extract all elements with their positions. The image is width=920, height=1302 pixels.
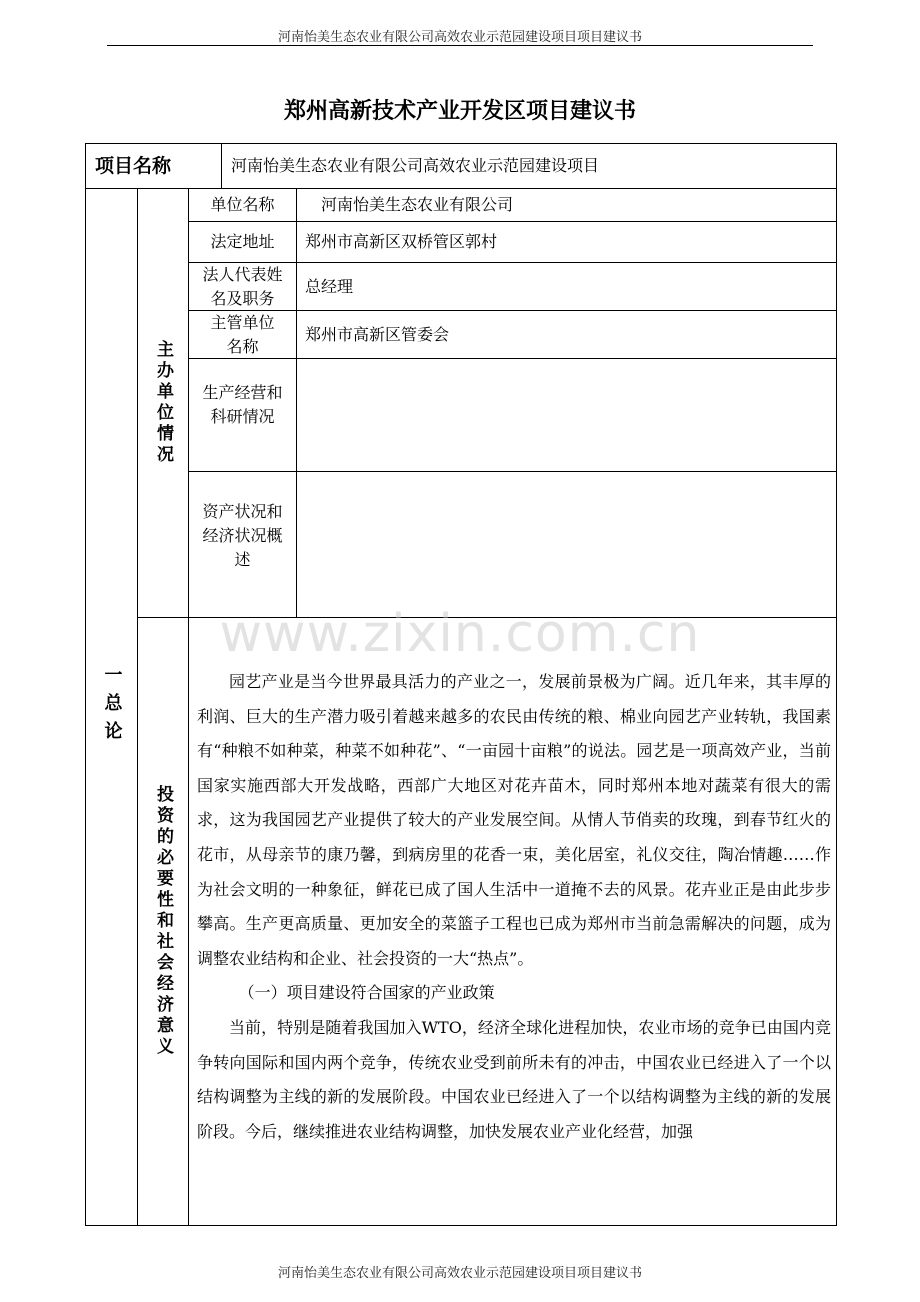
watermark: www.zixin.com.cn <box>219 604 701 664</box>
sponsor-label: 主办单位情况 <box>153 340 173 466</box>
unit-name-label: 单位名称 <box>210 195 275 214</box>
legal-rep-value: 总经理 <box>305 276 354 296</box>
page-header: 河南怡美生态农业有限公司高效农业示范园建设项目项目建议书 <box>277 30 642 45</box>
header-rule <box>107 45 813 46</box>
invest-label: 投资的必要性和社会经济意义 <box>153 785 173 1058</box>
section-label-wrap <box>86 189 137 1225</box>
page-footer: 河南怡美生态农业有限公司高效农业示范园建设项目项目建议书 <box>277 1266 642 1281</box>
body-paragraph: 当前，特别是随着我国加入WTO，经济全球化进程加快，农业市场的竞争已由国内竞争转向国际和国内两个竞争，传统农业受到前所未有的冲击，中国农业已经进入了一个以结构调整为主线的新的发展阶段。中国农业已经进入了一个以结构调整为主线的新的发展阶段。今后，继续推进农业结构调整，加快发展农业产业化经营，加强 <box>197 1017 831 1141</box>
section-label: 一总论 <box>101 665 123 749</box>
body-paragraph: 园艺产业是当今世界最具活力的产业之一，发展前景极为广阔。近几年来，其丰厚的利润、巨大的生产潜力吸引着越来越多的农民由传统的粮、棉业向园艺产业转轨，我国素有“种粮不如种菜，种菜不如种花”、“一亩园十亩粮”的说法。园艺是一项高效产业，当前国家实施西部大开发战略，西部广大地区对花卉苗木，同时郑州本地对蔬菜有很大的需求，这为我国园艺产业提供了较大的产业发展空间。从情人节俏卖的玫瑰，到春节红火的花市，从母亲节的康乃馨，到病房里的花香一束，美化居室，礼仪交往，陶冶情趣……作为社会文明的一种象征，鲜花已成了国人生活中一道掩不去的风景。花卉业正是由此步步攀高。生产更高质量、更加安全的菜篮子工程也已成为郑州市当前急需解决的问题，成为调整农业结构和企业、社会投资的一大“热点”。 <box>197 672 831 968</box>
sponsor-label-wrap <box>138 189 188 617</box>
supervisor-label: 主管单位名称 <box>210 312 275 356</box>
investment-body <box>197 665 831 1149</box>
supervisor-value: 郑州市高新区管委会 <box>305 324 450 344</box>
body-subheading: （一）项目建设符合国家的产业政策 <box>238 983 495 1003</box>
assets-label: 资产状况和经济状况概述 <box>202 502 283 569</box>
table-line <box>137 617 837 618</box>
legal-address-value: 郑州市高新区双桥管区郭村 <box>305 232 498 251</box>
assets-value <box>297 472 836 617</box>
legal-rep-label: 法人代表姓名及职务 <box>202 264 283 308</box>
table-border-bottom <box>85 1225 837 1226</box>
project-name-label: 项目名称 <box>95 155 172 177</box>
unit-name-value: 河南怡美生态农业有限公司 <box>321 195 514 214</box>
legal-address-label: 法定地址 <box>210 232 275 251</box>
invest-label-wrap <box>138 618 188 1225</box>
project-name-value: 河南怡美生态农业有限公司高效农业示范园建设项目 <box>231 156 600 175</box>
document-title: 郑州高新技术产业开发区项目建议书 <box>283 99 636 124</box>
operations-label: 生产经营和科研情况 <box>202 383 283 426</box>
table-border-right <box>836 143 837 1226</box>
operations-value <box>297 359 836 471</box>
